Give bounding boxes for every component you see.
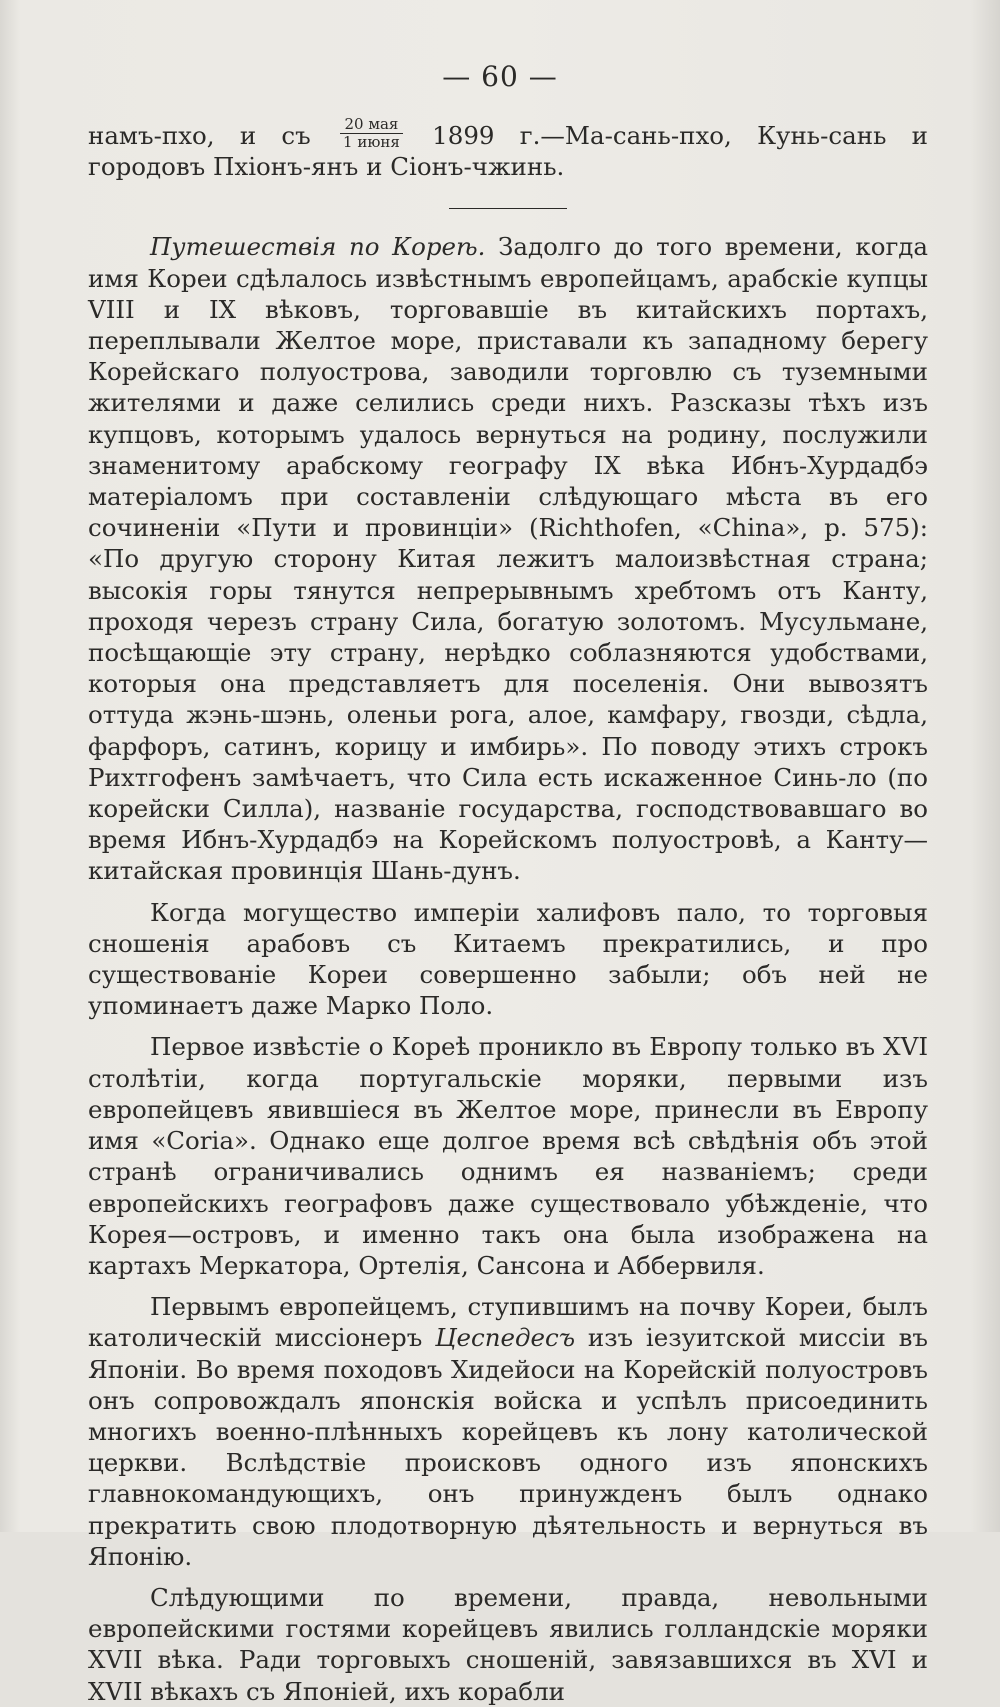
section-heading: Путешествія по Кореѣ. xyxy=(150,232,486,262)
paragraph-text-after: изъ іезуитской миссіи въ Японіи. Во время походовъ Хидейоси на Корейскій полуостровъ онъ сопровождалъ японскія войска и успѣлъ присоединить многихъ военно-плѣнныхъ корейцевъ къ лону католической церкви. Вслѣдствіе происковъ одного изъ японскихъ главнокомандующихъ, онъ принужденъ былъ однако прекратить свою плодотворную дѣятельность и вернуться въ Японію. xyxy=(88,1323,928,1571)
paragraph-travels xyxy=(88,231,928,886)
fraction-top: 20 мая xyxy=(340,116,403,134)
paragraph-text: Слѣдующими по времени, правда, невольными европейскими гостями корейцевъ явились голландскіе моряки XVII вѣка. Ради торговыхъ сношеній, завязавшихся въ XVI и XVII вѣкахъ съ Японіей, ихъ корабли xyxy=(88,1582,928,1706)
date-fraction xyxy=(340,116,403,151)
paragraph-caliphs xyxy=(88,897,928,1022)
missionary-name: Цеспедесъ xyxy=(435,1323,576,1353)
section-divider xyxy=(449,208,567,209)
fraction-bottom: 1 июня xyxy=(343,133,400,151)
paragraph-text: Первое извѣстіе о Кореѣ проникло въ Европу только въ XVI столѣтіи, когда португальскіе моряки, первыми изъ европейцевъ явившіеся въ Желтое море, принесли въ Европу имя «Coria». Однако еще долгое время всѣ свѣдѣнія объ этой странѣ ограничивались однимъ ея названіемъ; среди европейскихъ географовъ даже существовало убѣжденіе, что Корея—островъ, и именно такъ она была изображена на картахъ Меркатора, Ортелія, Сансона и Аббервиля. xyxy=(88,1032,928,1280)
page-number: — 60 — xyxy=(442,60,558,93)
paragraph-text: Когда могущество имперіи халифовъ пало, то торговыя сношенія арабовъ съ Китаемъ прекратились, и про существованіе Кореи совершенно забыли; объ ней не упоминаетъ даже Марко Поло. xyxy=(88,897,928,1021)
opening-paragraph xyxy=(88,115,929,182)
opening-text-after: 1899 г.—Ма-сань-пхо, Кунь-сань и городовъ Пхіонъ-янъ и Сіонъ-чжинь. xyxy=(88,121,929,182)
page-body xyxy=(88,115,929,1707)
paragraph-text-before: Первымъ европейцемъ, ступившимъ на почву Кореи, былъ католическій миссіонеръ xyxy=(88,1292,928,1353)
paragraph-first-news xyxy=(88,1031,928,1281)
paragraph-dutch-sailors xyxy=(88,1582,928,1707)
paragraph-first-european xyxy=(88,1291,928,1572)
paragraph-text: Задолго до того времени, когда имя Кореи сдѣлалось извѣстнымъ европейцамъ, арабскіе купцы VIII и IX вѣковъ, торговавшіе въ китайскихъ портахъ, переплывали Желтое море, приставали къ западному берегу Корейскаго полуострова, заводили торговлю съ туземными жителями и даже селились среди нихъ. Разсказы тѣхъ изъ купцовъ, которымъ удалось вернуться на родину, послужили знаменитому арабскому географу IX вѣка Ибнъ-Хурдадбэ матеріаломъ при составленіи слѣдующаго мѣста въ его сочиненіи «Пути и провинціи» (Richthofen, «China», p. 575): «По другую сторону Китая лежитъ малоизвѣстная страна; высокія горы тянутся непрерывнымъ хребтомъ отъ Канту, проходя черезъ страну Сила, богатую золотомъ. Мусульмане, посѣщающіе эту страну, нерѣдко соблазняются удобствами, которыя она представляетъ для поселенія. Они вывозятъ оттуда жэнь-шэнь, оленьи рога, алое, камфару, гвозди, сѣдла, фарфоръ, сатинъ, корицу и имбирь». По поводу этихъ строкъ Рихтгофенъ замѣчаетъ, что Сила есть искаженное Синь-ло (по корейски Силла), названіе государства, господствовавшаго во время Ибнъ-Хурдадбэ на Корейскомъ полуостровѣ, а Канту—китайская провинція Шань-дунъ. xyxy=(88,232,928,886)
opening-text-before: намъ-пхо, и съ xyxy=(88,121,311,150)
